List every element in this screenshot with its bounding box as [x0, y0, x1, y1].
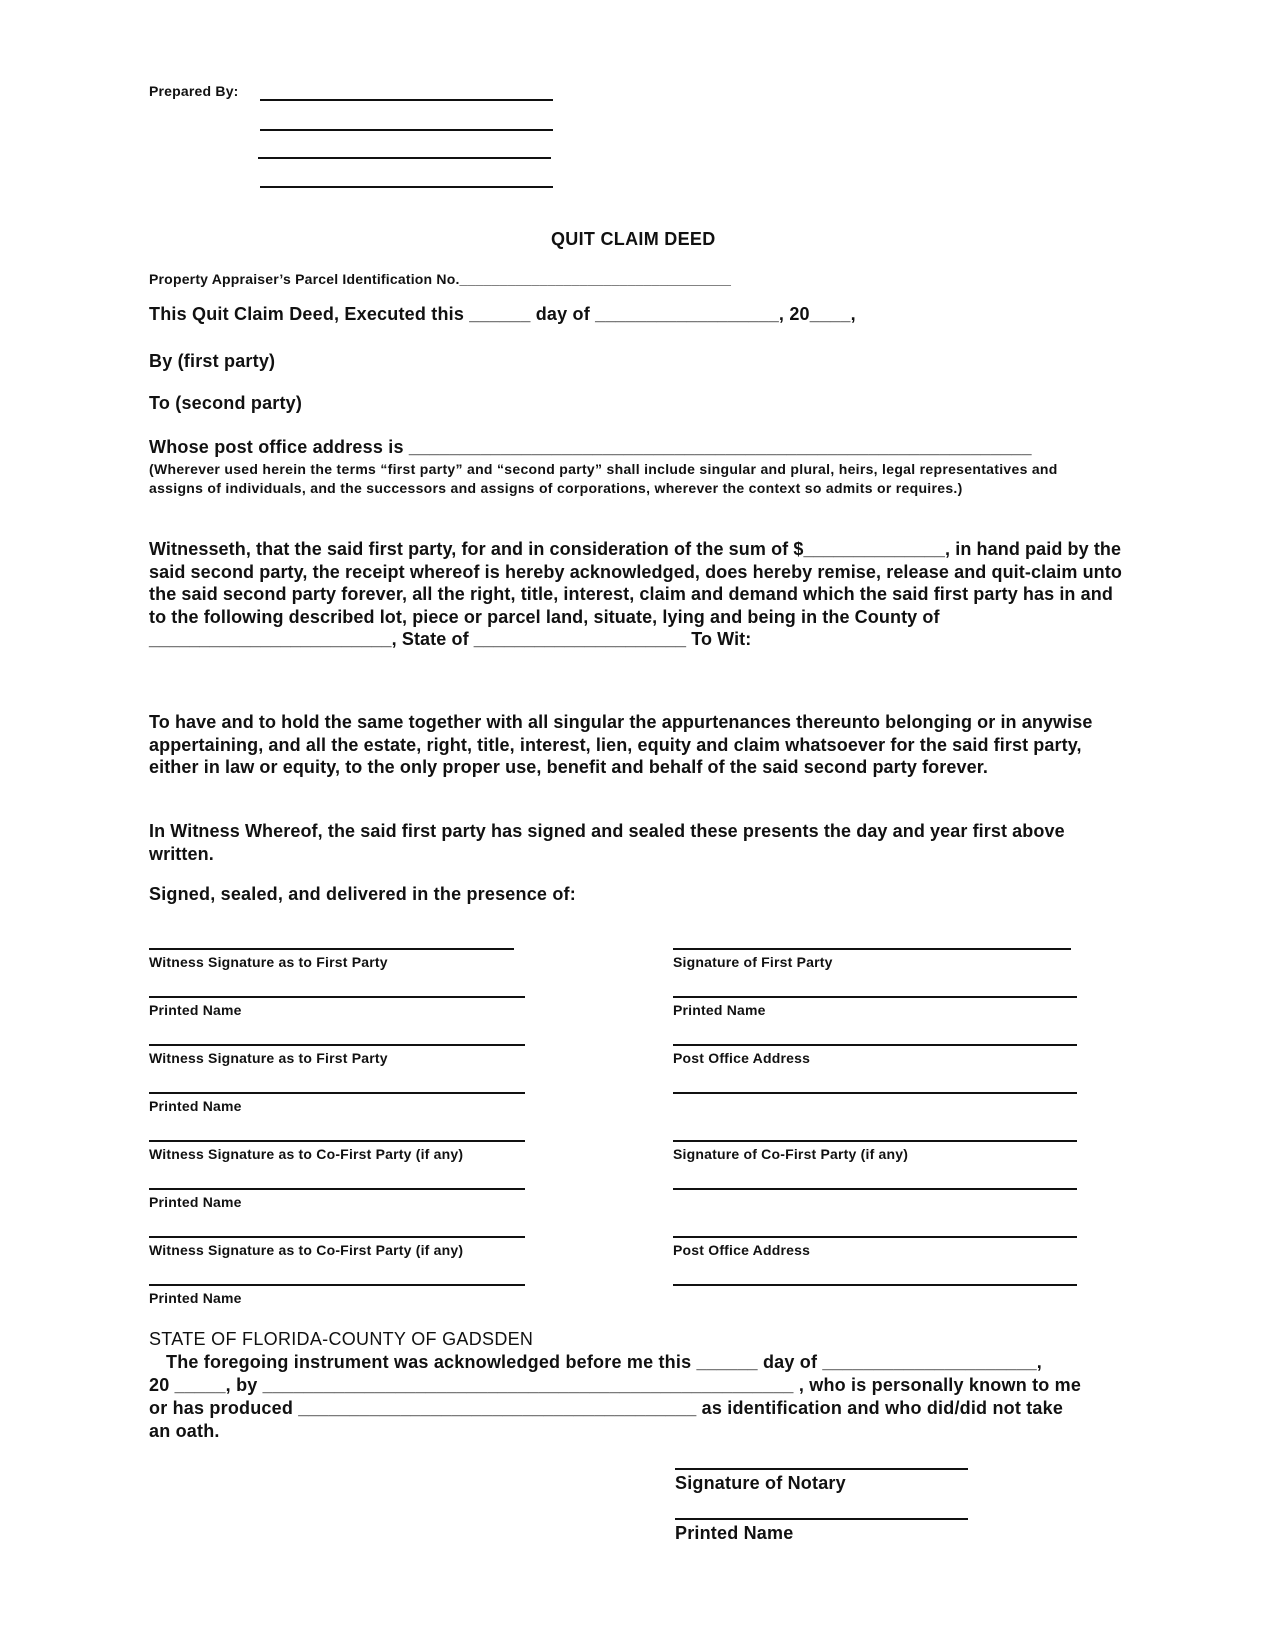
- notary-signature-label: Signature of Notary: [675, 1473, 846, 1493]
- executed-date-line[interactable]: This Quit Claim Deed, Executed this ______ day of __________________, 20____,: [149, 304, 856, 324]
- witness-4-printed-name-line[interactable]: [149, 1284, 525, 1286]
- notary-printed-name-label: Printed Name: [675, 1523, 794, 1543]
- document-title: QUIT CLAIM DEED: [551, 229, 716, 249]
- first-party-printed-name-line[interactable]: [673, 996, 1077, 998]
- witness-4-signature-label: Witness Signature as to Co-First Party (if any): [149, 1242, 464, 1258]
- notary-printed-name-line[interactable]: [675, 1518, 968, 1520]
- first-party-printed-name-label: Printed Name: [673, 1002, 766, 1018]
- signed-sealed-label: Signed, sealed, and delivered in the presence of:: [149, 884, 576, 904]
- notary-acknowledgment-line-1[interactable]: The foregoing instrument was acknowledged before me this ______ day of _____________________,: [166, 1352, 1042, 1372]
- witness-2-printed-name-line[interactable]: [149, 1092, 525, 1094]
- first-party-label: By (first party): [149, 351, 276, 371]
- witness-2-signature-line[interactable]: [149, 1044, 525, 1046]
- witness-1-printed-name-label: Printed Name: [149, 1002, 242, 1018]
- co-first-party-signature-line[interactable]: [673, 1140, 1077, 1142]
- witness-4-printed-name-label: Printed Name: [149, 1290, 242, 1306]
- in-witness-paragraph: In Witness Whereof, the said first party has signed and sealed these presents the day and year first above written.: [149, 821, 1065, 864]
- prepared-by-line-4[interactable]: [260, 186, 553, 188]
- first-party-address-label: Post Office Address: [673, 1050, 811, 1066]
- notary-acknowledgment-line-4: an oath.: [149, 1421, 220, 1441]
- to-have-paragraph: To have and to hold the same together with all singular the appurtenances thereunto belonging or in anywise appertaining, and all the estate, right, title, interest, lien, equity and claim whatsoever for the said first party, either in law or equity, to the only proper use, benefit and behalf of the said second party forever.: [149, 712, 1093, 777]
- witness-2-signature-label: Witness Signature as to First Party: [149, 1050, 388, 1066]
- notary-state-county: STATE OF FLORIDA-COUNTY OF GADSDEN: [149, 1329, 534, 1349]
- post-office-address-line[interactable]: Whose post office address is _____________________________________________________________: [149, 437, 1032, 457]
- notary-signature-line[interactable]: [675, 1468, 968, 1470]
- witness-4-signature-line[interactable]: [149, 1236, 525, 1238]
- witness-3-printed-name-line[interactable]: [149, 1188, 525, 1190]
- prepared-by-line-2[interactable]: [260, 129, 553, 131]
- first-party-address-line-2[interactable]: [673, 1092, 1077, 1094]
- parcel-id-field[interactable]: Property Appraiser’s Parcel Identification No.__________________________________: [149, 271, 732, 287]
- witness-1-signature-label: Witness Signature as to First Party: [149, 954, 388, 970]
- witness-2-printed-name-label: Printed Name: [149, 1098, 242, 1114]
- prepared-by-line-3[interactable]: [258, 157, 551, 159]
- witness-3-signature-line[interactable]: [149, 1140, 525, 1142]
- notary-acknowledgment-line-3[interactable]: or has produced _______________________________________ as identification and who did/did not take: [149, 1398, 1064, 1418]
- witnesseth-paragraph: Witnesseth, that the said first party, for and in consideration of the sum of $______________, in hand paid by the said second party, the receipt whereof is hereby acknowledged, does hereby remise, release and quit-claim unto the said second party forever, all the right, title, interest, claim and demand which the said first party has in and to the following described lot, piece or parcel land, situate, lying and being in the County of ________________________, State of _____________________ To Wit:: [149, 539, 1122, 649]
- first-party-signature-label: Signature of First Party: [673, 954, 833, 970]
- co-first-party-signature-label: Signature of Co-First Party (if any): [673, 1146, 909, 1162]
- first-party-signature-line[interactable]: [673, 948, 1071, 950]
- co-first-party-address-line-1[interactable]: [673, 1236, 1077, 1238]
- first-party-address-line-1[interactable]: [673, 1044, 1077, 1046]
- notary-acknowledgment-line-2[interactable]: 20 _____, by ____________________________________________________ , who is personally known to me: [149, 1375, 1082, 1395]
- co-first-party-extra-line[interactable]: [673, 1188, 1077, 1190]
- co-first-party-address-label: Post Office Address: [673, 1242, 811, 1258]
- second-party-label: To (second party): [149, 393, 303, 413]
- co-first-party-address-line-2[interactable]: [673, 1284, 1077, 1286]
- prepared-by-line-1[interactable]: [260, 99, 553, 101]
- witness-1-printed-name-line[interactable]: [149, 996, 525, 998]
- witness-1-signature-line[interactable]: [149, 948, 514, 950]
- prepared-by-label: Prepared By:: [149, 83, 239, 99]
- terms-note: (Wherever used herein the terms “first party” and “second party” shall include singular and plural, heirs, legal representatives and assigns of individuals, and the successors and assigns of corporations, wherever the context so admits or requires.): [149, 461, 1058, 496]
- witness-3-printed-name-label: Printed Name: [149, 1194, 242, 1210]
- witness-3-signature-label: Witness Signature as to Co-First Party (if any): [149, 1146, 464, 1162]
